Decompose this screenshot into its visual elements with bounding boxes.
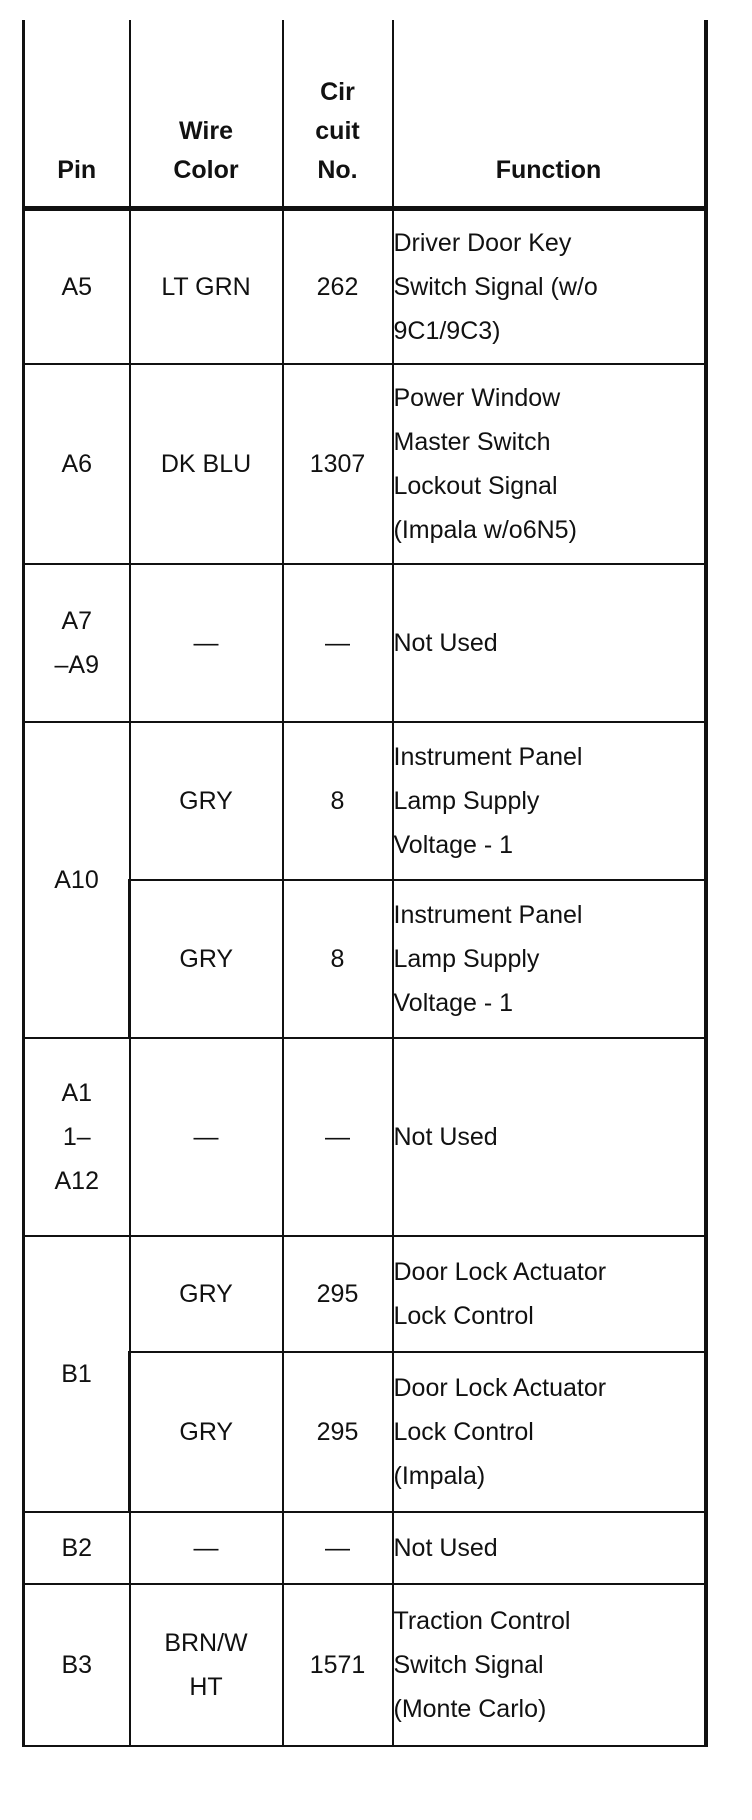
function-cell: Instrument Panel Lamp Supply Voltage - 1 <box>393 722 706 880</box>
wire-color-cell: — <box>130 1038 283 1236</box>
wire-color-cell: LT GRN <box>130 208 283 364</box>
connector-pin-table <box>22 20 708 1747</box>
table-row <box>24 208 706 364</box>
pin-cell: A7 –A9 <box>24 564 130 722</box>
header-pin: Pin <box>24 20 130 208</box>
pin-cell: B1 <box>24 1236 130 1512</box>
table-row <box>24 364 706 564</box>
table-row <box>24 1584 706 1746</box>
pin-cell: A6 <box>24 364 130 564</box>
table-row <box>24 564 706 722</box>
function-cell: Door Lock Actuator Lock Control <box>393 1236 706 1352</box>
wire-color-cell: — <box>130 564 283 722</box>
function-cell: Power Window Master Switch Lockout Signal (Impala w/o6N5) <box>393 364 706 564</box>
circuit-cell: 1307 <box>283 364 393 564</box>
circuit-cell: — <box>283 1512 393 1584</box>
function-cell: Instrument Panel Lamp Supply Voltage - 1 <box>393 880 706 1038</box>
function-cell: Not Used <box>393 1038 706 1236</box>
header-function: Function <box>393 20 706 208</box>
wire-color-cell: GRY <box>130 1352 283 1512</box>
pin-cell: A1 1– A12 <box>24 1038 130 1236</box>
pin-cell: A5 <box>24 208 130 364</box>
wire-color-cell: — <box>130 1512 283 1584</box>
circuit-cell: — <box>283 1038 393 1236</box>
header-row <box>24 20 706 208</box>
header-wire-color: Wire Color <box>130 20 283 208</box>
table-row <box>24 1236 706 1352</box>
circuit-cell: 8 <box>283 880 393 1038</box>
function-cell: Not Used <box>393 564 706 722</box>
function-cell: Door Lock Actuator Lock Control (Impala) <box>393 1352 706 1512</box>
circuit-cell: — <box>283 564 393 722</box>
pin-cell: A10 <box>24 722 130 1038</box>
circuit-cell: 295 <box>283 1352 393 1512</box>
wire-color-cell: DK BLU <box>130 364 283 564</box>
wire-color-cell: GRY <box>130 880 283 1038</box>
circuit-cell: 8 <box>283 722 393 880</box>
circuit-cell: 262 <box>283 208 393 364</box>
wire-color-cell: GRY <box>130 722 283 880</box>
pin-cell: B3 <box>24 1584 130 1746</box>
function-cell: Not Used <box>393 1512 706 1584</box>
function-cell: Traction Control Switch Signal (Monte Carlo) <box>393 1584 706 1746</box>
pin-cell: B2 <box>24 1512 130 1584</box>
function-cell: Driver Door Key Switch Signal (w/o 9C1/9C3) <box>393 208 706 364</box>
table-row <box>24 722 706 880</box>
wire-color-cell: BRN/W HT <box>130 1584 283 1746</box>
wire-color-cell: GRY <box>130 1236 283 1352</box>
circuit-cell: 295 <box>283 1236 393 1352</box>
header-circuit-no: Cir cuit No. <box>283 20 393 208</box>
table-row <box>24 1512 706 1584</box>
table-row <box>24 1038 706 1236</box>
circuit-cell: 1571 <box>283 1584 393 1746</box>
